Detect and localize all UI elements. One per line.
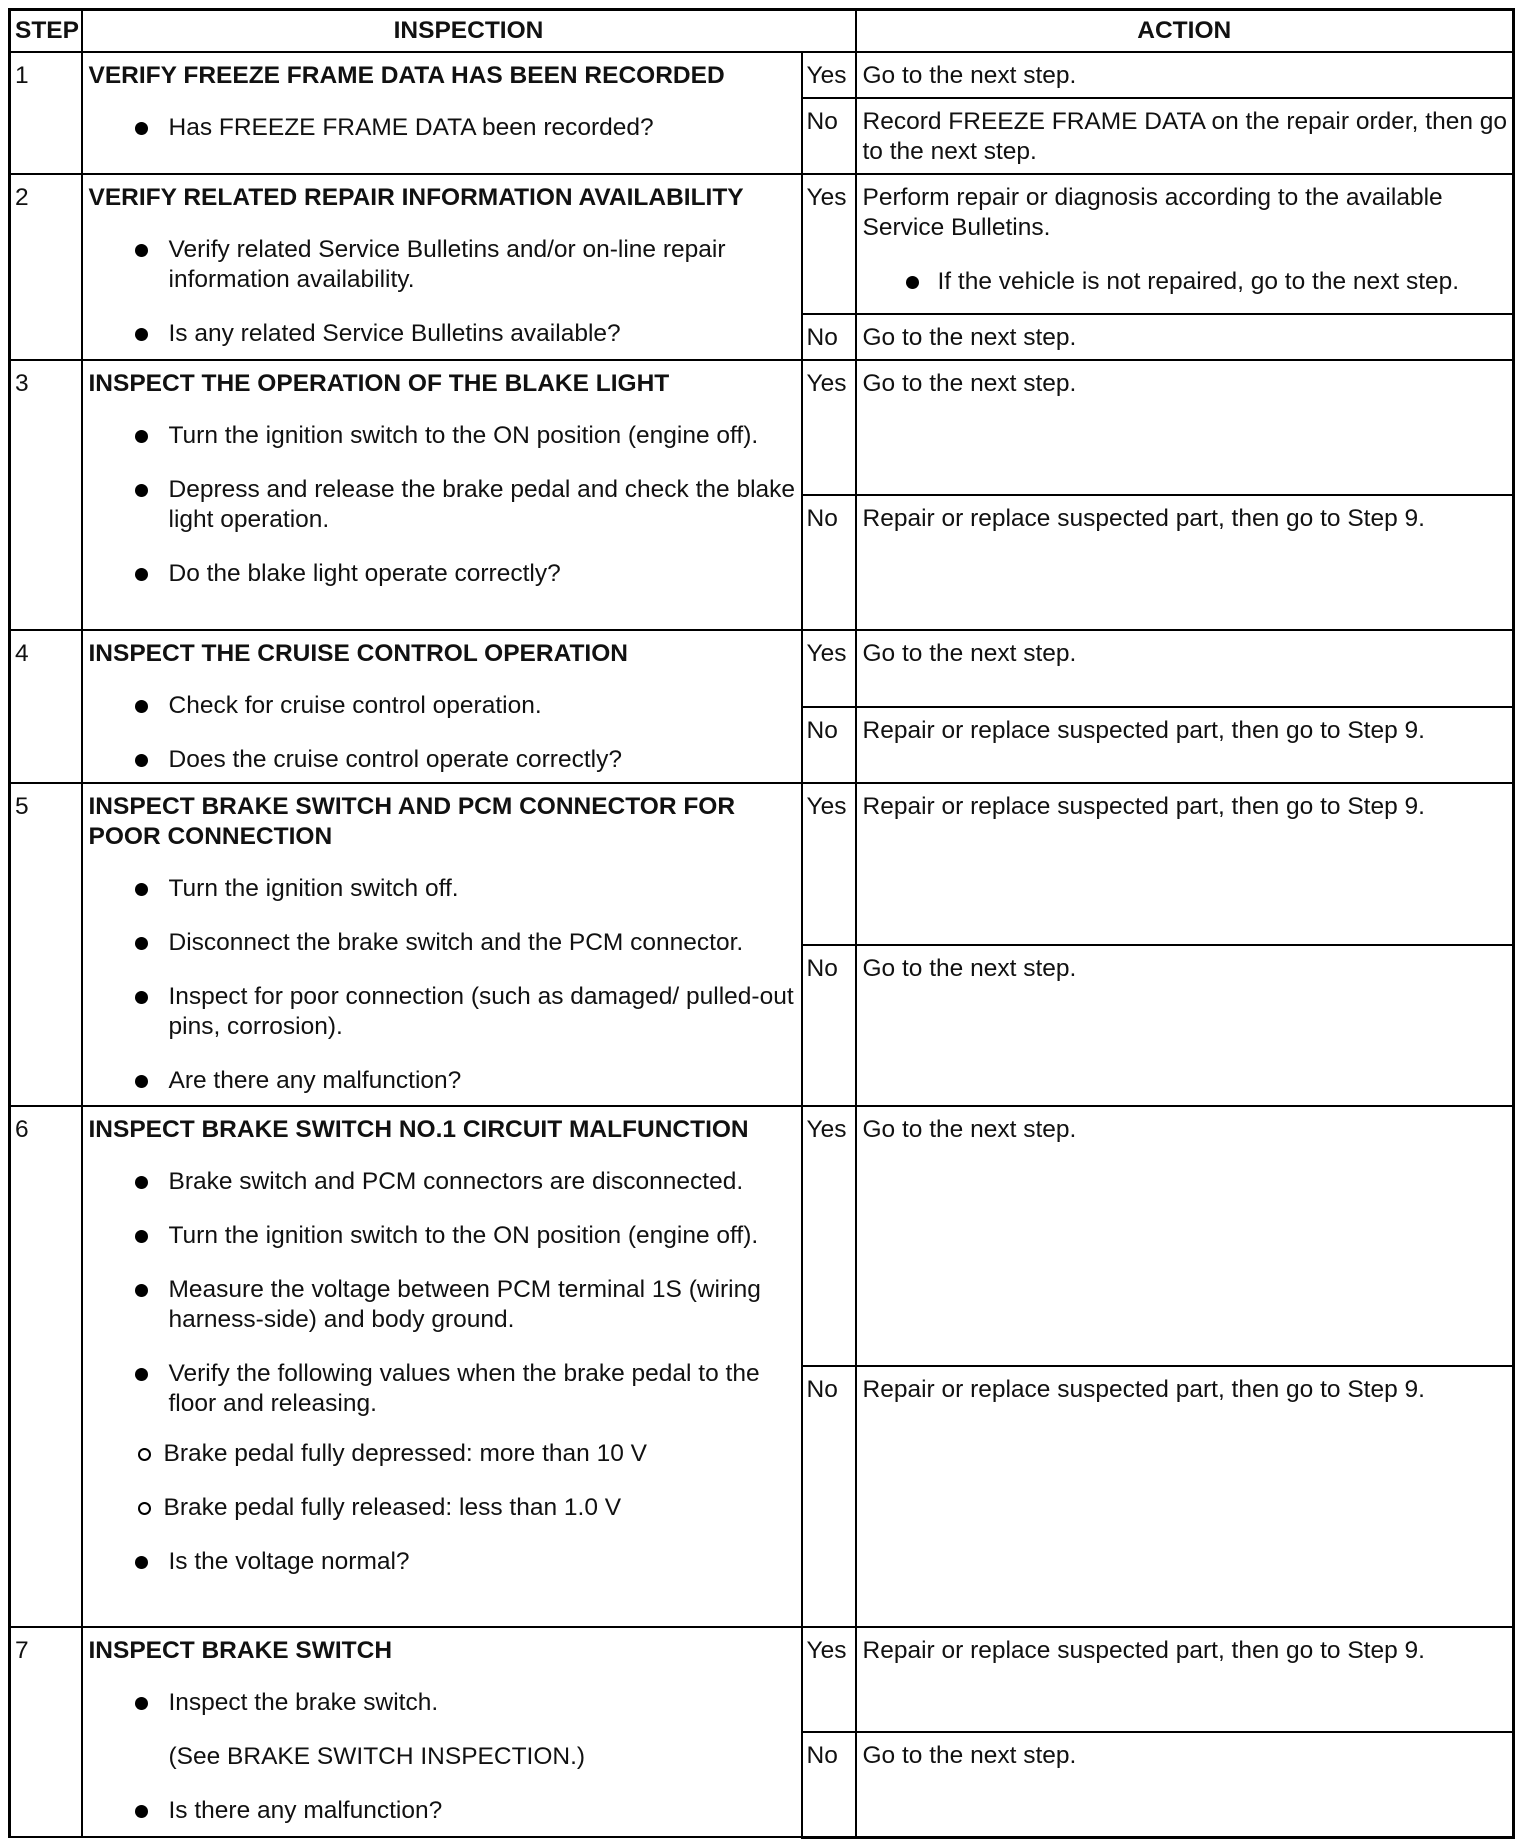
step-title: INSPECT BRAKE SWITCH bbox=[88, 1637, 393, 1664]
no-label: No bbox=[802, 945, 856, 1106]
no-label: No bbox=[802, 314, 856, 360]
step-number: 3 bbox=[10, 360, 82, 630]
inspection-bullet: Turn the ignition switch to the ON position (engine off). bbox=[89, 1221, 797, 1251]
no-action: Go to the next step. bbox=[856, 945, 1514, 1106]
step-7-yes-row bbox=[10, 1627, 1514, 1732]
step-title: INSPECT BRAKE SWITCH NO.1 CIRCUIT MALFUNCTION bbox=[88, 1116, 749, 1143]
no-action: Repair or replace suspected part, then go to Step 9. bbox=[856, 495, 1514, 630]
yes-action-cell bbox=[856, 174, 1514, 314]
inspection-cell bbox=[82, 1106, 802, 1627]
inspection-bullet: Does the cruise control operate correctly? bbox=[89, 745, 797, 775]
step-6-yes-row bbox=[10, 1106, 1514, 1366]
step-title: VERIFY RELATED REPAIR INFORMATION AVAILABILITY bbox=[88, 184, 744, 211]
no-action: Repair or replace suspected part, then go to Step 9. bbox=[856, 1366, 1514, 1627]
inspection-bullet: Is any related Service Bulletins available? bbox=[89, 319, 797, 349]
header-step: STEP bbox=[10, 10, 82, 53]
header-inspection: INSPECTION bbox=[82, 10, 856, 53]
inspection-cell bbox=[82, 52, 802, 174]
sub-bullet: Brake pedal fully depressed: more than 10 V bbox=[89, 1439, 797, 1469]
inspection-bullet: Is the voltage normal? bbox=[89, 1547, 797, 1577]
inspection-cell bbox=[82, 1627, 802, 1837]
header-row bbox=[10, 10, 1514, 53]
inspection-cell bbox=[82, 630, 802, 783]
step-3-yes-row bbox=[10, 360, 1514, 495]
yes-label: Yes bbox=[802, 630, 856, 707]
inspection-bullet bbox=[89, 1359, 797, 1523]
yes-label: Yes bbox=[802, 174, 856, 314]
inspection-bullet: Check for cruise control operation. bbox=[89, 691, 797, 721]
step-title: INSPECT THE OPERATION OF THE BLAKE LIGHT bbox=[88, 370, 670, 397]
yes-action: Repair or replace suspected part, then go to Step 9. bbox=[856, 1627, 1514, 1732]
inspection-note: (See BRAKE SWITCH INSPECTION.) bbox=[168, 1743, 586, 1770]
inspection-bullet: Are there any malfunction? bbox=[89, 1066, 797, 1096]
step-2-yes-row bbox=[10, 174, 1514, 314]
sub-bullet: Brake pedal fully released: less than 1.0 V bbox=[89, 1493, 797, 1523]
inspection-cell bbox=[82, 360, 802, 630]
step-1-yes-row bbox=[10, 52, 1514, 98]
step-number: 1 bbox=[10, 52, 82, 174]
inspection-bullet: Disconnect the brake switch and the PCM connector. bbox=[89, 928, 797, 958]
yes-label: Yes bbox=[802, 783, 856, 945]
yes-action: Go to the next step. bbox=[856, 52, 1514, 98]
yes-label: Yes bbox=[802, 52, 856, 98]
no-label: No bbox=[802, 495, 856, 630]
diagnostic-table bbox=[8, 8, 1515, 1839]
step-title: INSPECT BRAKE SWITCH AND PCM CONNECTOR FOR POOR CONNECTION bbox=[88, 793, 736, 850]
inspection-bullet: Measure the voltage between PCM terminal 1S (wiring harness-side) and body ground. bbox=[89, 1275, 797, 1335]
yes-label: Yes bbox=[802, 1627, 856, 1732]
yes-action: Go to the next step. bbox=[856, 630, 1514, 707]
step-number: 2 bbox=[10, 174, 82, 360]
inspection-bullet: Turn the ignition switch to the ON position (engine off). bbox=[89, 421, 797, 451]
no-label: No bbox=[802, 98, 856, 174]
inspection-bullet-text: Verify the following values when the brake pedal to the floor and releasing. bbox=[168, 1360, 760, 1417]
step-number: 5 bbox=[10, 783, 82, 1106]
step-number: 4 bbox=[10, 630, 82, 783]
no-action: Repair or replace suspected part, then go to Step 9. bbox=[856, 707, 1514, 783]
header-action: ACTION bbox=[856, 10, 1514, 53]
step-number: 6 bbox=[10, 1106, 82, 1627]
yes-action: Perform repair or diagnosis according to the available Service Bulletins. bbox=[862, 184, 1443, 241]
step-title: VERIFY FREEZE FRAME DATA HAS BEEN RECORDED bbox=[88, 62, 725, 89]
inspection-bullet: Inspect the brake switch. bbox=[89, 1688, 797, 1718]
step-number: 7 bbox=[10, 1627, 82, 1837]
inspection-cell bbox=[82, 783, 802, 1106]
yes-label: Yes bbox=[802, 360, 856, 495]
no-action: Record FREEZE FRAME DATA on the repair order, then go to the next step. bbox=[856, 98, 1514, 174]
inspection-bullet: Inspect for poor connection (such as damaged/ pulled-out pins, corrosion). bbox=[89, 982, 797, 1042]
inspection-bullet: Do the blake light operate correctly? bbox=[89, 559, 797, 589]
yes-action: Go to the next step. bbox=[856, 1106, 1514, 1366]
step-4-yes-row bbox=[10, 630, 1514, 707]
no-action: Go to the next step. bbox=[856, 314, 1514, 360]
no-label: No bbox=[802, 1732, 856, 1837]
yes-action: Go to the next step. bbox=[856, 360, 1514, 495]
inspection-bullet: Is there any malfunction? bbox=[89, 1796, 797, 1826]
inspection-bullet: Verify related Service Bulletins and/or on-line repair information availability. bbox=[89, 235, 797, 295]
inspection-bullet: Depress and release the brake pedal and check the blake light operation. bbox=[89, 475, 797, 535]
inspection-bullet: Turn the ignition switch off. bbox=[89, 874, 797, 904]
diagnostic-procedure-sheet bbox=[8, 8, 1512, 1839]
inspection-cell bbox=[82, 174, 802, 360]
yes-action: Repair or replace suspected part, then go to Step 9. bbox=[856, 783, 1514, 945]
no-label: No bbox=[802, 1366, 856, 1627]
inspection-bullet: Has FREEZE FRAME DATA been recorded? bbox=[89, 113, 797, 143]
step-title: INSPECT THE CRUISE CONTROL OPERATION bbox=[88, 640, 628, 667]
no-label: No bbox=[802, 707, 856, 783]
yes-action-bullet: If the vehicle is not repaired, go to the next step. bbox=[863, 267, 1509, 297]
inspection-bullet: Brake switch and PCM connectors are disconnected. bbox=[89, 1167, 797, 1197]
yes-label: Yes bbox=[802, 1106, 856, 1366]
no-action: Go to the next step. bbox=[856, 1732, 1514, 1837]
step-5-yes-row bbox=[10, 783, 1514, 945]
